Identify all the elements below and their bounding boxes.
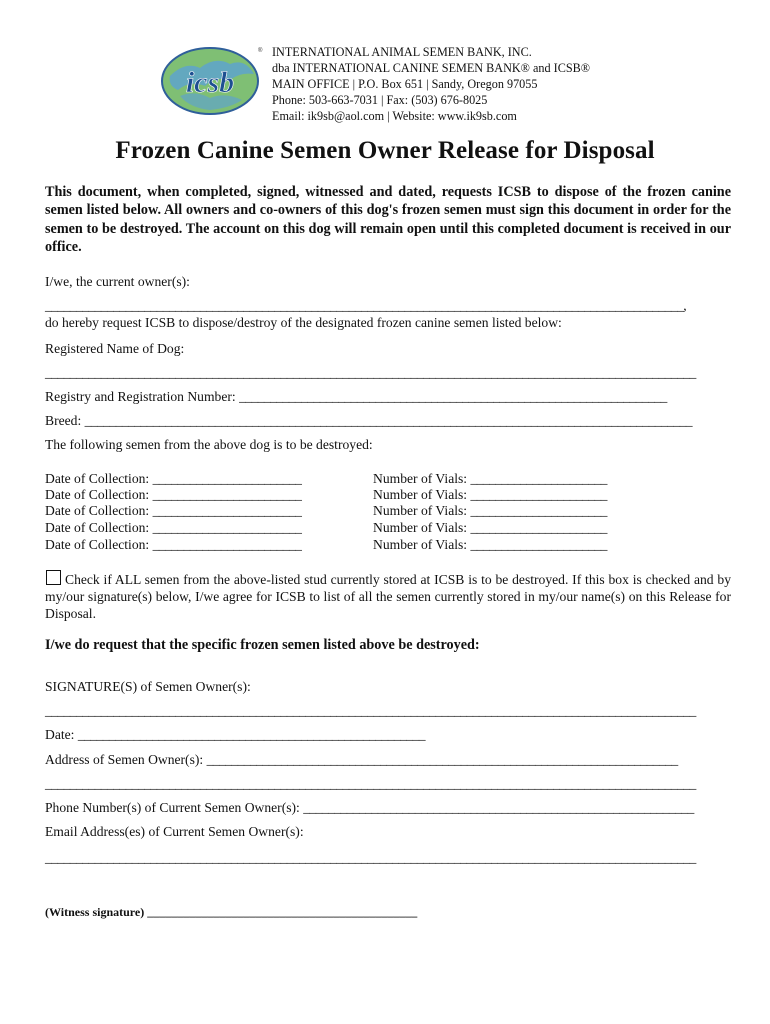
- collection-date-field[interactable]: ________________________: [152, 503, 302, 518]
- phone-field[interactable]: _______________________________________________________________: [303, 800, 694, 815]
- email-website: Email: ik9sb@aol.com | Website: www.ik9sb.com: [272, 109, 517, 123]
- collection-label: Date of Collection:: [45, 503, 150, 518]
- date-label: Date:: [45, 727, 75, 742]
- vials-label: Number of Vials:: [373, 487, 468, 502]
- document-title: Frozen Canine Semen Owner Release for Disposal: [115, 137, 655, 164]
- collection-date-field[interactable]: ________________________: [152, 520, 302, 535]
- semen-row: [45, 537, 607, 553]
- witness-row: [45, 905, 417, 920]
- address-block: [272, 44, 590, 124]
- semen-row: [45, 487, 607, 503]
- address-field[interactable]: ____________________________________________________________________________: [206, 752, 678, 767]
- semen-row: [45, 520, 607, 536]
- email-label: Email Address(es) of Current Semen Owner(s):: [45, 824, 304, 839]
- vials-field[interactable]: ______________________: [470, 537, 607, 552]
- address-field-2[interactable]: _________________________________________________________________________________________________________: [45, 776, 696, 791]
- signature-label: SIGNATURE(S) of Semen Owner(s):: [45, 679, 251, 694]
- collection-label: Date of Collection:: [45, 520, 150, 535]
- phone-fax: Phone: 503-663-7031 | Fax: (503) 676-8025: [272, 93, 488, 107]
- main-office: MAIN OFFICE | P.O. Box 651 | Sandy, Oregon 97055: [272, 77, 538, 91]
- icsb-globe-logo: [160, 46, 263, 116]
- collection-date-field[interactable]: ________________________: [152, 537, 302, 552]
- vials-field[interactable]: ______________________: [470, 487, 607, 502]
- breed-row: [45, 413, 692, 429]
- collection-label: Date of Collection:: [45, 537, 150, 552]
- date-field[interactable]: ________________________________________________________: [77, 727, 425, 742]
- address-row: [45, 752, 678, 768]
- logo-text: icsb: [185, 66, 235, 99]
- semen-row: [45, 503, 607, 519]
- registry-label: Registry and Registration Number:: [45, 389, 236, 404]
- dog-name-field[interactable]: _________________________________________________________________________________________________________: [45, 365, 696, 380]
- company-dba: dba INTERNATIONAL CANINE SEMEN BANK® and ICSB®: [272, 61, 590, 75]
- address-label: Address of Semen Owner(s):: [45, 752, 204, 767]
- owners-label: I/we, the current owner(s):: [45, 274, 190, 289]
- breed-field[interactable]: __________________________________________________________________________________________________: [84, 413, 692, 428]
- registry-row: [45, 389, 667, 405]
- vials-field[interactable]: ______________________: [470, 520, 607, 535]
- destroy-all-text: Check if ALL semen from the above-listed stud currently stored at ICSB is to be destroyed. If this box is checked and by my/our signature(s) below, I/we agree for ICSB to list of all the semen currently stored in my/our name(s) on this Release for Disposal.: [45, 572, 731, 621]
- collection-date-field[interactable]: ________________________: [152, 471, 302, 486]
- semen-row: [45, 471, 607, 487]
- collection-date-field[interactable]: ________________________: [152, 487, 302, 502]
- witness-field[interactable]: _____________________________________________: [147, 905, 418, 919]
- date-row: [45, 727, 425, 743]
- vials-field[interactable]: ______________________: [470, 471, 607, 486]
- request-statement: I/we do request that the specific frozen semen listed above be destroyed:: [45, 637, 480, 653]
- letterhead: [160, 36, 760, 126]
- vials-label: Number of Vials:: [373, 537, 468, 552]
- breed-label: Breed:: [45, 413, 82, 428]
- company-name: INTERNATIONAL ANIMAL SEMEN BANK, INC.: [272, 45, 532, 59]
- collection-label: Date of Collection:: [45, 487, 150, 502]
- phone-label: Phone Number(s) of Current Semen Owner(s):: [45, 800, 300, 815]
- request-text: do hereby request ICSB to dispose/destroy of the designated frozen canine semen listed below:: [45, 315, 562, 330]
- dog-name-label: Registered Name of Dog:: [45, 341, 185, 356]
- semen-heading: The following semen from the above dog is to be destroyed:: [45, 437, 373, 452]
- owners-field[interactable]: _______________________________________________________________________________________________________,: [45, 298, 687, 313]
- intro-paragraph: This document, when completed, signed, witnessed and dated, requests ICSB to dispose of the frozen canine semen listed below. All owners and co-owners of this dog's frozen semen must sign this document in order for the semen to be destroyed. The account on this dog will remain open until this completed document is received in our office.: [45, 184, 731, 256]
- vials-label: Number of Vials:: [373, 520, 468, 535]
- vials-field[interactable]: ______________________: [470, 503, 607, 518]
- svg-text:®: ®: [258, 48, 263, 54]
- vials-label: Number of Vials:: [373, 471, 468, 486]
- email-field[interactable]: _________________________________________________________________________________________________________: [45, 850, 696, 865]
- collection-label: Date of Collection:: [45, 471, 150, 486]
- vials-label: Number of Vials:: [373, 503, 468, 518]
- registry-field[interactable]: _____________________________________________________________________: [239, 389, 667, 404]
- signature-field[interactable]: _________________________________________________________________________________________________________: [45, 703, 696, 718]
- witness-label: (Witness signature): [45, 905, 145, 919]
- phone-row: [45, 800, 694, 816]
